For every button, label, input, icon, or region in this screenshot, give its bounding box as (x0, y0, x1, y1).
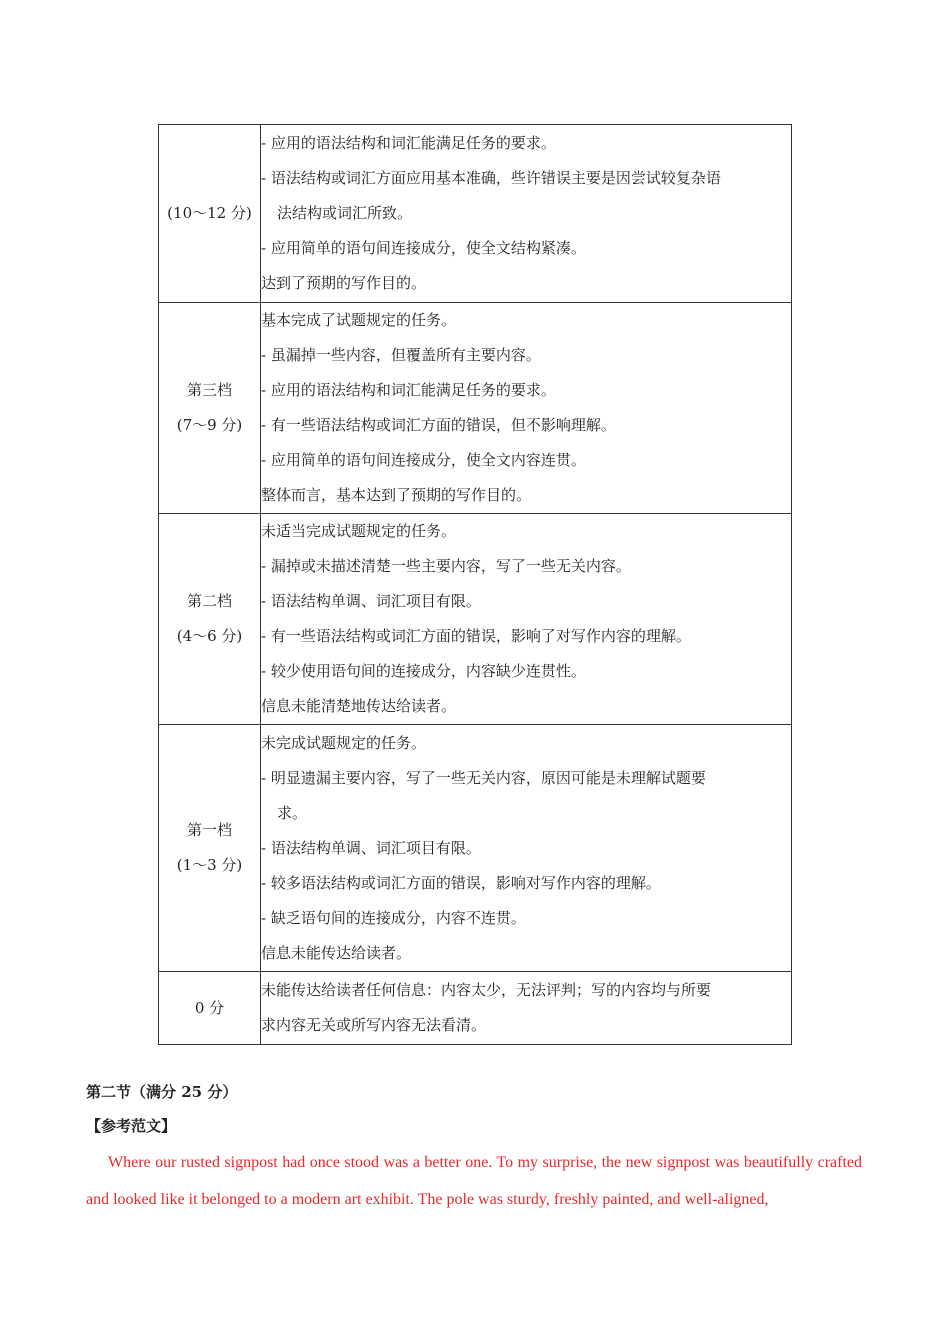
criterion-line: - 应用的语法结构和词汇能满足任务的要求。 (261, 381, 556, 399)
level-cell (159, 725, 261, 972)
criterion-line: 法结构或词汇所致。 (277, 204, 413, 222)
level-cell (159, 514, 261, 725)
criterion-line: - 虽漏掉一些内容，但覆盖所有主要内容。 (261, 346, 541, 364)
description-cell (261, 725, 792, 972)
criterion-line: - 缺乏语句间的连接成分，内容不连贯。 (261, 908, 526, 927)
criterion-line: 求内容无关或所写内容无法看清。 (261, 1016, 487, 1034)
level-score: (10～12 分) (167, 204, 252, 222)
section-subtitle: 【参考范文】 (86, 1117, 177, 1135)
criterion-line: 未完成试题规定的任务。 (261, 733, 427, 752)
rubric-row-zero-level (159, 972, 792, 1045)
criterion-line: - 漏掉或未描述清楚一些主要内容，写了一些无关内容。 (261, 557, 631, 575)
criterion-line: - 有一些语法结构或词汇方面的错误，但不影响理解。 (261, 416, 616, 434)
sample-essay: Where our rusted signpost had once stood was a better one. To my surprise, the new signpost was beautifully crafted and looked like it belonged to a modern art exhibit. The pole was sturdy, freshly painted, and well-aligned, (86, 1154, 862, 1208)
section-title: 第二节（满分 25 分） (86, 1083, 238, 1101)
rubric-row-second-level (159, 514, 792, 725)
description-cell (261, 125, 792, 303)
criterion-line: - 明显遗漏主要内容，写了一些无关内容，原因可能是未理解试题要 (261, 768, 706, 787)
rubric-row-fourth-level (159, 125, 792, 303)
level-score: (4～6 分) (176, 627, 243, 645)
description-cell (261, 514, 792, 725)
level-cell (159, 125, 261, 303)
criterion-line: 基本完成了试题规定的任务。 (261, 311, 457, 329)
level-score: (7～9 分) (176, 416, 243, 434)
criterion-line: 未能传达给读者任何信息：内容太少，无法评判；写的内容均与所要 (261, 981, 712, 999)
criterion-line: 信息未能传达给读者。 (261, 943, 412, 962)
criterion-line: - 语法结构单调、词汇项目有限。 (261, 592, 481, 610)
scoring-rubric-table (158, 124, 792, 1045)
criterion-line: 信息未能清楚地传达给读者。 (261, 697, 457, 715)
rubric-row-third-level (159, 303, 792, 514)
level-score: (1～3 分) (176, 856, 243, 874)
criterion-line: - 应用简单的语句间连接成分，使全文结构紧凑。 (261, 239, 586, 257)
level-name: 第二档 (186, 592, 232, 610)
criterion-line: 未适当完成试题规定的任务。 (261, 522, 457, 540)
level-cell (159, 303, 261, 514)
criterion-line: 整体而言，基本达到了预期的写作目的。 (261, 486, 532, 504)
level-name: 第三档 (186, 381, 232, 399)
description-cell (261, 972, 792, 1045)
criterion-line: - 较少使用语句间的连接成分，内容缺少连贯性。 (261, 662, 586, 680)
criterion-line: - 较多语法结构或词汇方面的错误，影响对写作内容的理解。 (261, 873, 661, 892)
criterion-line: - 有一些语法结构或词汇方面的错误，影响了对写作内容的理解。 (261, 627, 691, 645)
criterion-line: 求。 (277, 803, 308, 822)
level-cell (159, 972, 261, 1045)
description-cell (261, 303, 792, 514)
criterion-line: - 应用的语法结构和词汇能满足任务的要求。 (261, 134, 556, 152)
level-score: 0 分 (194, 998, 225, 1017)
level-name: 第一档 (186, 821, 232, 839)
rubric-row-first-level (159, 725, 792, 972)
criterion-line: - 语法结构或词汇方面应用基本准确，些许错误主要是因尝试较复杂语 (261, 169, 721, 187)
criterion-line: 达到了预期的写作目的。 (261, 274, 427, 292)
criterion-line: - 应用简单的语句间连接成分，使全文内容连贯。 (261, 451, 586, 469)
criterion-line: - 语法结构单调、词汇项目有限。 (261, 838, 481, 857)
